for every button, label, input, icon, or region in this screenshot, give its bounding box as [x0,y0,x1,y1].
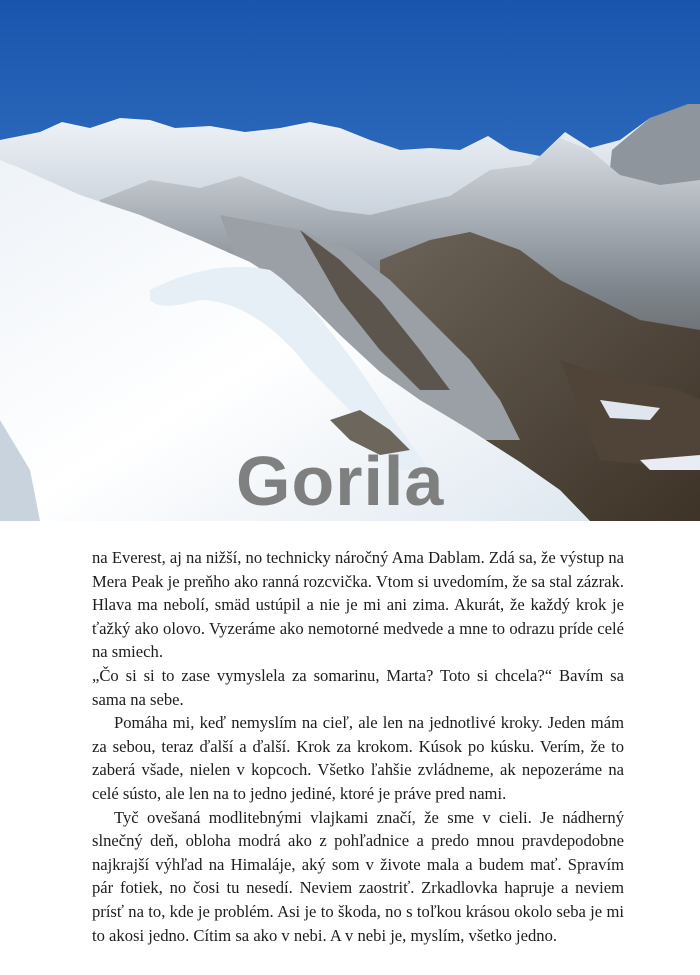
paragraph: Pomáha mi, keď nemyslím na cieľ, ale len na jednotlivé kroky. Jeden mám za sebou, teraz ďalší a ďalší. Krok za krokom. Kúsok po kúsku. Verím, že to zaberá všade, nielen v kopcoch. Všetko ľahšie zvládneme, ak nepozeráme na celé sústo, ale len na to jedno jediné, ktoré je práve pred nami. [92,713,624,803]
paragraph: Tyč ovešaná modlitebnými vlajkami značí, že sme v cieli. Je nádherný slnečný deň, obloha modrá ako z pohľadnice a predo mnou pravdepodobne najkrajší výhľad na Himaláje, aký som v živote mala a budem mať. Spravím pár fotiek, no čosi tu nesedí. Neviem zaostriť. Zrkadlovka hapruje a neviem prísť na to, kde je problém. Asi je to škoda, no s toľkou krásou okolo seba je mi to akosi jedno. Cítim sa ako v nebi. A v nebi je, myslím, všetko jedno. [92,807,624,945]
paragraph: na Everest, aj na nižší, no technicky náročný Ama Dablam. Zdá sa, že výstup na Mera Peak je preňho ako ranná rozcvička. Vtom si uvedomím, že sa stal zázrak. Hlava ma nebolí, smäd ustúpil a nie je mi ani zima. Akurát, že každý krok je ťažký ako olovo. Vyzeráme ako nemotorné medvede a mne to odrazu príde celé na smiech. [92,548,624,662]
watermark-logo: Gorila [236,442,445,520]
paragraph: „Čo si si to zase vymyslela za somarinu, Marta? Toto si chcela?“ Bavím sa sama na sebe. [92,665,624,709]
body-text [92,546,624,947]
